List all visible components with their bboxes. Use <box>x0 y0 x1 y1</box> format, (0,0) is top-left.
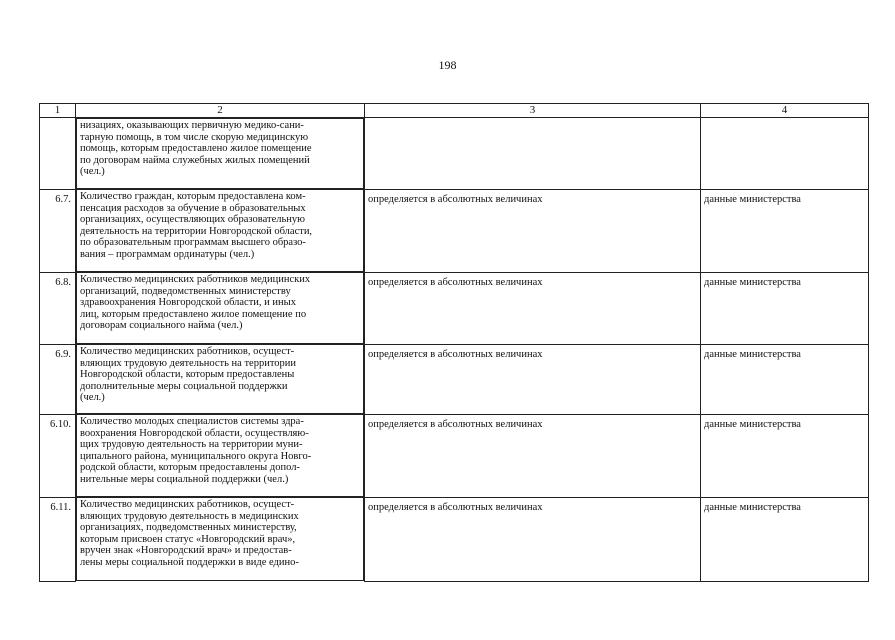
row-number: 6.9. <box>40 344 76 414</box>
table-row <box>40 118 869 190</box>
data-source: данные министерства <box>701 272 869 344</box>
row-number: 6.11. <box>40 497 76 581</box>
description-line: щих трудовую деятельность на территории муни- <box>80 439 303 450</box>
description-line: по образовательным программам высшего образо- <box>80 237 306 248</box>
header-col-4: 4 <box>701 104 869 118</box>
header-col-1: 1 <box>40 104 76 118</box>
indicator-description <box>76 272 364 344</box>
row-number: 6.8. <box>40 272 76 344</box>
indicator-description <box>76 344 364 414</box>
table-row <box>40 272 869 344</box>
calculation-method: определяется в абсолютных величинах <box>365 189 701 272</box>
indicator-description <box>76 118 364 189</box>
description-line: дополнительные меры социальной поддержки <box>80 380 288 392</box>
data-source: данные министерства <box>701 189 869 272</box>
table-header-row <box>40 104 869 118</box>
data-source: данные министерства <box>701 344 869 414</box>
row-number <box>40 118 76 190</box>
description-line: пенсация расходов за обучение в образовательных <box>80 202 306 214</box>
description-line: вляющих трудовую деятельность на территории <box>80 357 297 369</box>
page-number: 198 <box>438 58 457 72</box>
description-line: вания – программам ординатуры (чел.) <box>80 248 255 260</box>
description-line: воохранения Новгородской области, осуществляю- <box>80 427 309 439</box>
calculation-method: определяется в абсолютных величинах <box>365 414 701 497</box>
table-row <box>40 414 869 497</box>
description-line: помощь, которым предоставлено жилое помещение <box>80 143 312 154</box>
indicator-description <box>76 189 364 272</box>
description-line: организациях, подведомственных министерству, <box>80 522 297 533</box>
description-line: ципального района, муниципального округа Новго- <box>80 450 312 462</box>
calculation-method: определяется в абсолютных величинах <box>365 344 701 414</box>
indicator-description <box>76 497 364 581</box>
header-col-2: 2 <box>76 104 365 118</box>
description-line: Новгородской области, которым предоставлены <box>80 369 295 380</box>
description-line: здравоохранения Новгородской области, и иных <box>80 297 296 308</box>
description-line: (чел.) <box>80 392 105 403</box>
row-number: 6.7. <box>40 189 76 272</box>
data-source: данные министерства <box>701 497 869 581</box>
description-line: низациях, оказывающих первичную медико-сани- <box>80 120 304 131</box>
description-line: родской области, которым предоставлены допол- <box>80 462 300 473</box>
calculation-method: определяется в абсолютных величинах <box>365 272 701 344</box>
header-col-3: 3 <box>365 104 701 118</box>
table-row <box>40 189 869 272</box>
calculation-method: определяется в абсолютных величинах <box>365 497 701 581</box>
description-line: Количество граждан, которым предоставлена ком- <box>80 191 306 202</box>
description-line: Количество медицинских работников, осущест- <box>80 346 295 357</box>
description-line: которым присвоен статус «Новгородский врач», <box>80 533 296 545</box>
description-line: нительные меры социальной поддержки (чел.) <box>80 473 289 485</box>
table-row <box>40 497 869 581</box>
data-source: данные министерства <box>701 414 869 497</box>
table-row <box>40 344 869 414</box>
description-line: тарную помощь, в том числе скорую медицинскую <box>80 131 309 143</box>
description-line: по договорам найма служебных жилых помещений <box>80 154 310 166</box>
description-line: деятельность на территории Новгородской области, <box>80 225 313 237</box>
description-line: Количество молодых специалистов системы здра- <box>80 416 304 427</box>
indicator-description <box>76 414 364 497</box>
description-line: лены меры социальной поддержки в виде едино- <box>80 556 299 568</box>
row-number: 6.10. <box>40 414 76 497</box>
description-line: организациях, осуществляющих образовательную <box>80 214 305 225</box>
description-line: Количество медицинских работников медицинских <box>80 274 311 285</box>
indicator-table <box>39 103 869 582</box>
data-source <box>701 118 869 190</box>
description-line: (чел.) <box>80 166 105 177</box>
description-line: договорам социального найма (чел.) <box>80 320 243 331</box>
description-line: лиц, которым предоставлено жилое помещение по <box>80 308 307 320</box>
calculation-method <box>365 118 701 190</box>
description-line: вручен знак «Новгородский врач» и предостав- <box>80 545 292 556</box>
description-line: Количество медицинских работников, осущест- <box>80 499 295 510</box>
description-line: вляющих трудовую деятельность в медицинских <box>80 510 299 522</box>
description-line: организаций, подведомственных министерству <box>80 285 291 297</box>
